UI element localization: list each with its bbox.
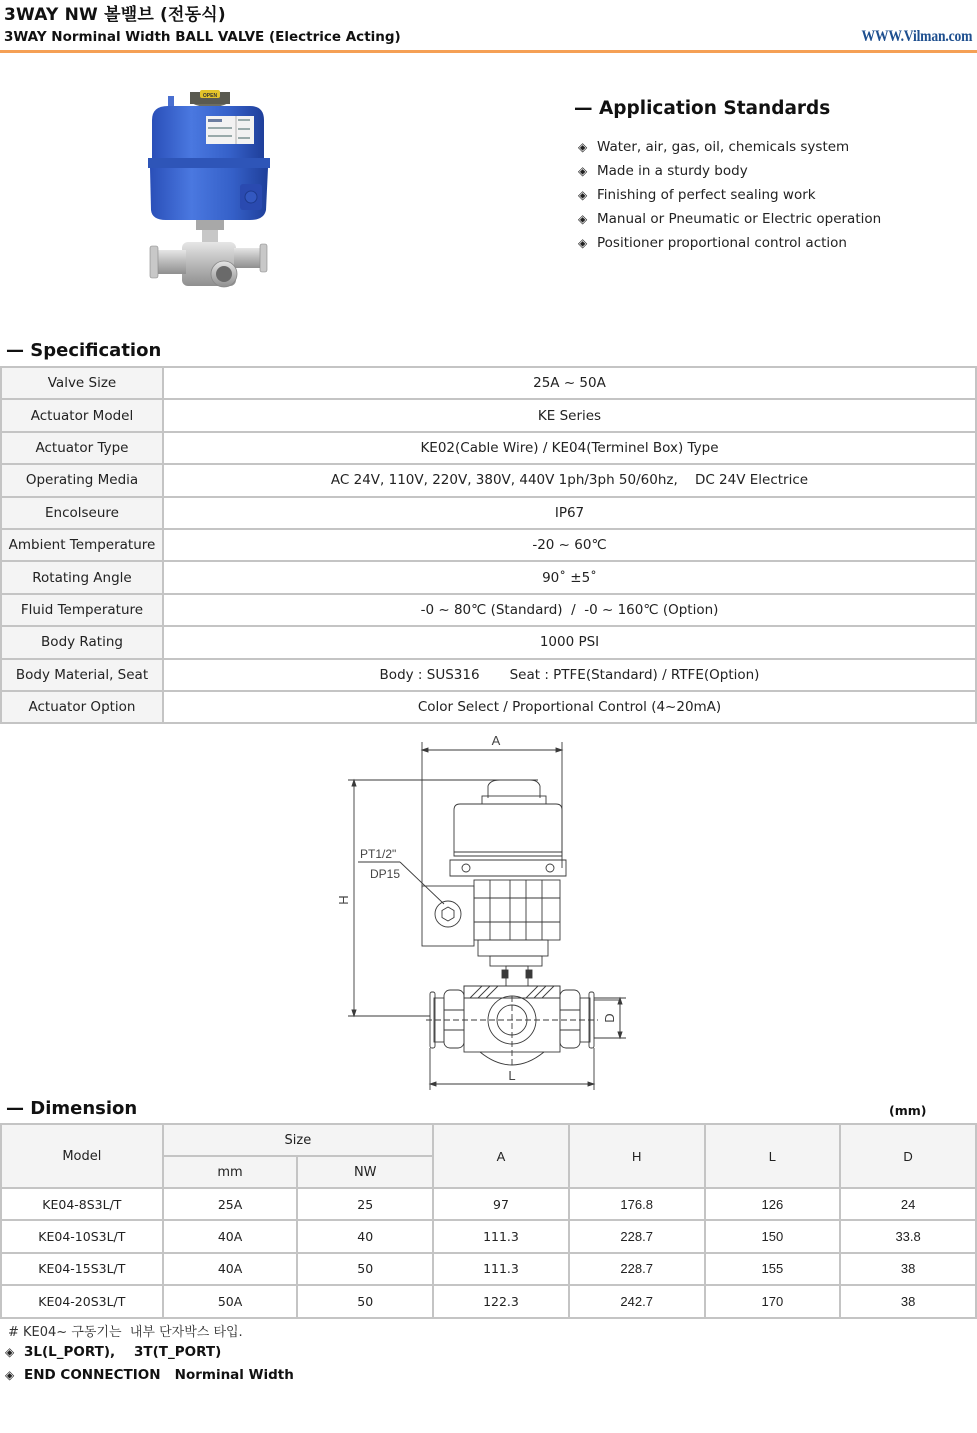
page-title-korean: 3WAY NW 볼밸브 (전동식) xyxy=(4,5,226,25)
note-port-types xyxy=(5,1344,221,1360)
table-row xyxy=(1,1285,976,1317)
cell-model: KE04-15S3L/T xyxy=(1,1253,163,1285)
table-row xyxy=(1,1220,976,1252)
open-indicator-text: OPEN xyxy=(202,93,218,99)
cell-h: 242.7 xyxy=(569,1285,705,1317)
spec-label: Actuator Model xyxy=(1,399,163,431)
list-item-text: Finishing of perfect sealing work xyxy=(597,187,816,203)
dimension-drawing xyxy=(330,728,650,1090)
table-row xyxy=(1,594,976,626)
table-row xyxy=(1,497,976,529)
cell-l: 170 xyxy=(705,1285,841,1317)
cell-nw: 40 xyxy=(297,1220,433,1252)
list-item xyxy=(578,183,881,207)
dim-label-a: A xyxy=(491,733,501,748)
application-standards-list xyxy=(578,135,881,255)
cell-mm: 50A xyxy=(163,1285,298,1317)
spec-label: Valve Size xyxy=(1,367,163,399)
spec-value: -0 ~ 80℃ (Standard) / -0 ~ 160℃ (Option) xyxy=(163,594,976,626)
spec-value: 1000 PSI xyxy=(163,626,976,658)
spec-label: Actuator Type xyxy=(1,432,163,464)
spec-value: IP67 xyxy=(163,497,976,529)
cell-model: KE04-10S3L/T xyxy=(1,1220,163,1252)
cell-a: 111.3 xyxy=(433,1253,569,1285)
spec-value: 90˚ ±5˚ xyxy=(163,561,976,593)
column-header-nw: NW xyxy=(297,1156,433,1188)
table-row xyxy=(1,529,976,561)
table-row xyxy=(1,1253,976,1285)
label-depth: DP15 xyxy=(370,867,401,881)
cell-h: 228.7 xyxy=(569,1220,705,1252)
spec-value: KE Series xyxy=(163,399,976,431)
cell-h: 176.8 xyxy=(569,1188,705,1220)
table-row xyxy=(1,399,976,431)
dim-label-h: H xyxy=(336,895,351,905)
spec-label: Operating Media xyxy=(1,464,163,496)
cell-a: 122.3 xyxy=(433,1285,569,1317)
cell-nw: 25 xyxy=(297,1188,433,1220)
spec-label: Actuator Option xyxy=(1,691,163,723)
table-row xyxy=(1,561,976,593)
note-terminal-box: # KE04~ 구동기는 내부 단자박스 타입. xyxy=(8,1325,243,1340)
table-header-row xyxy=(1,1124,976,1156)
cell-d: 38 xyxy=(840,1285,976,1317)
cell-h: 228.7 xyxy=(569,1253,705,1285)
list-item xyxy=(578,207,881,231)
spec-value: KE02(Cable Wire) / KE04(Terminel Box) Type xyxy=(163,432,976,464)
cell-mm: 40A xyxy=(163,1220,298,1252)
cell-d: 38 xyxy=(840,1253,976,1285)
note-port-text: 3L(L_PORT), 3T(T_PORT) xyxy=(24,1344,222,1360)
note-end-connection xyxy=(5,1367,294,1383)
table-row xyxy=(1,691,976,723)
spec-value: -20 ~ 60℃ xyxy=(163,529,976,561)
specification-heading: — Specification xyxy=(6,340,162,361)
cell-nw: 50 xyxy=(297,1285,433,1317)
cell-a: 97 xyxy=(433,1188,569,1220)
diamond-bullet-icon: ◈ xyxy=(578,212,588,226)
note-end-connection-text: END CONNECTION Norminal Width xyxy=(24,1367,294,1383)
cell-model: KE04-20S3L/T xyxy=(1,1285,163,1317)
cell-nw: 50 xyxy=(297,1253,433,1285)
diamond-bullet-icon: ◈ xyxy=(578,164,588,178)
diamond-bullet-icon: ◈ xyxy=(5,1345,15,1359)
table-row xyxy=(1,659,976,691)
diamond-bullet-icon: ◈ xyxy=(578,236,588,250)
label-pt-thread: PT1/2" xyxy=(360,847,397,861)
product-photo xyxy=(138,80,278,300)
header-divider xyxy=(0,50,977,53)
dim-label-d: D xyxy=(602,1013,617,1023)
cell-d: 24 xyxy=(840,1188,976,1220)
table-row xyxy=(1,367,976,399)
list-item xyxy=(578,159,881,183)
table-row xyxy=(1,626,976,658)
cell-a: 111.3 xyxy=(433,1220,569,1252)
spec-value: Color Select / Proportional Control (4~20mA) xyxy=(163,691,976,723)
page-title-english: 3WAY Norminal Width BALL VALVE (Electrice Acting) xyxy=(4,29,401,45)
column-header-a: A xyxy=(433,1124,569,1188)
dimension-heading: — Dimension xyxy=(6,1098,138,1119)
column-header-d: D xyxy=(840,1124,976,1188)
cell-l: 126 xyxy=(705,1188,841,1220)
spec-value: Body : SUS316 Seat : PTFE(Standard) / RTFE(Option) xyxy=(163,659,976,691)
spec-label: Body Rating xyxy=(1,626,163,658)
cell-mm: 40A xyxy=(163,1253,298,1285)
spec-label: Fluid Temperature xyxy=(1,594,163,626)
list-item-text: Water, air, gas, oil, chemicals system xyxy=(597,139,850,155)
list-item-text: Made in a sturdy body xyxy=(597,163,748,179)
specification-table xyxy=(0,366,977,724)
spec-value: 25A ~ 50A xyxy=(163,367,976,399)
dim-label-l: L xyxy=(508,1068,516,1083)
diamond-bullet-icon: ◈ xyxy=(578,188,588,202)
list-item-text: Manual or Pneumatic or Electric operation xyxy=(597,211,882,227)
column-header-mm: mm xyxy=(163,1156,298,1188)
diamond-bullet-icon: ◈ xyxy=(5,1368,15,1382)
cell-mm: 25A xyxy=(163,1188,298,1220)
list-item xyxy=(578,231,881,255)
spec-label: Body Material, Seat xyxy=(1,659,163,691)
column-header-size: Size xyxy=(163,1124,433,1156)
dimension-table xyxy=(0,1123,977,1319)
column-header-model: Model xyxy=(1,1124,163,1188)
cell-model: KE04-8S3L/T xyxy=(1,1188,163,1220)
list-item-text: Positioner proportional control action xyxy=(597,235,847,251)
table-row xyxy=(1,464,976,496)
spec-label: Ambient Temperature xyxy=(1,529,163,561)
cell-l: 155 xyxy=(705,1253,841,1285)
cell-d: 33.8 xyxy=(840,1220,976,1252)
table-row xyxy=(1,1188,976,1220)
spec-label: Rotating Angle xyxy=(1,561,163,593)
column-header-h: H xyxy=(569,1124,705,1188)
diamond-bullet-icon: ◈ xyxy=(578,140,588,154)
site-url-link[interactable]: WWW.Vilman.com xyxy=(861,28,972,45)
list-item xyxy=(578,135,881,159)
spec-value: AC 24V, 110V, 220V, 380V, 440V 1ph/3ph 50/60hz, DC 24V Electrice xyxy=(163,464,976,496)
table-row xyxy=(1,432,976,464)
column-header-l: L xyxy=(705,1124,841,1188)
cell-l: 150 xyxy=(705,1220,841,1252)
spec-label: Encolseure xyxy=(1,497,163,529)
unit-label: (mm) xyxy=(889,1103,927,1118)
application-standards-heading: — Application Standards xyxy=(574,98,831,119)
